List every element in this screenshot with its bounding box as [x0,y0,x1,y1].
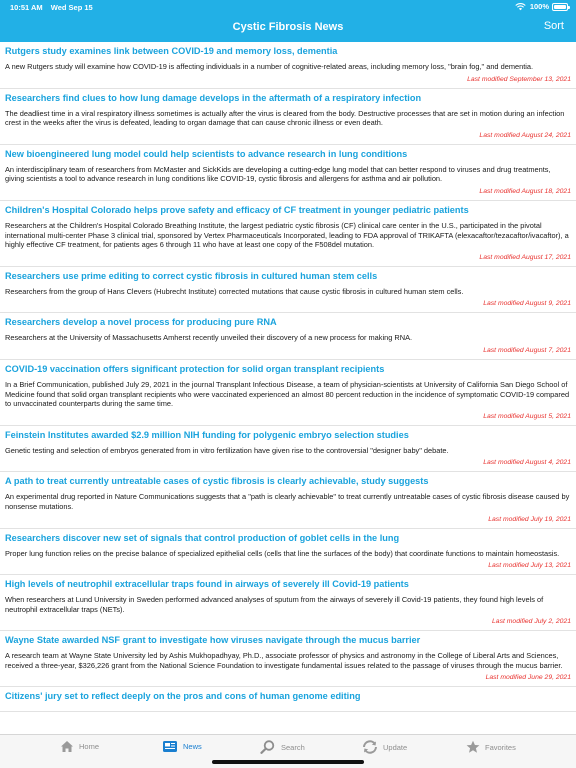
sort-button[interactable]: Sort [543,20,564,32]
article-date: Last modified July 2, 2021 [492,618,571,626]
page-title: Cystic Fibrosis News [232,21,344,33]
article-summary: Researchers at the Children's Hospital Colorado Breathing Institute, the largest pediatric cystic fibrosis (CF) clinical care center in the U.S., participated in the pivotal international multi-center Phase 3 clinical trial, sponsored by Vertex Pharmaceuticals Incorporated, leading to FDA approval of TRIKAFTA (elexacaftor/tezacaftor/ivacaftor), a highly effective CF treatment, for patients ages 6 through 11 who have at least one copy of the F508del mutation. [5,220,569,250]
article-date: Last modified August 9, 2021 [483,300,571,308]
article-item[interactable] [0,360,576,426]
article-summary: A research team at Wayne State University led by Ashis Mukhopadhyay, Ph.D., associate professor of physics and astronomy in the College of Liberal Arts and Sciences, received a three-year, $326,226 grant from the National Science Foundation to investigate fundamental issues related to the passage of viruses through the mucus barrier. [5,651,563,670]
article-item[interactable] [0,267,576,314]
article-item[interactable] [0,201,576,267]
tab-search-label: Search [281,742,305,752]
tab-home[interactable] [60,740,99,753]
article-item[interactable] [0,426,576,473]
article-title[interactable]: Researchers discover new set of signals that control production of goblet cells in the lung [5,532,400,543]
article-date: Last modified August 7, 2021 [483,346,571,354]
tab-update-label: Update [383,742,408,752]
status-time: 10:51 AM [10,3,43,12]
article-summary: A new Rutgers study will examine how COVID-19 is affecting individuals in a number of cognitive-related areas, including memory loss, "brain fog," and dementia. [5,62,534,71]
article-date: Last modified September 13, 2021 [467,75,571,83]
battery-percentage: 100% [529,2,549,11]
article-title[interactable]: Wayne State awarded NSF grant to investigate how viruses navigate through the mucus barrier [5,635,421,646]
article-item[interactable] [0,687,576,712]
article-summary: Proper lung function relies on the precise balance of specialized epithelial cells (cells that line the surfaces of the body) that coordinate functions to maintain homeostasis. [5,548,560,558]
article-item[interactable] [0,145,576,201]
article-item[interactable] [0,313,576,360]
article-title[interactable]: Researchers use prime editing to correct cystic fibrosis in cultured human stem cells [5,270,378,281]
article-list[interactable] [0,42,576,734]
article-date: Last modified August 4, 2021 [483,459,571,467]
search-icon [260,740,276,754]
article-item[interactable] [0,575,576,631]
tab-search[interactable] [260,740,305,754]
article-summary: An interdisciplinary team of researchers from McMaster and SickKids are developing a cutting-edge lung model that can better respond to viruses and drug treatments, giving scientists a tool to advance research in lung conditions like COVID-19, cystic fibrosis and allergens for asthma and air pollution. [5,164,551,184]
article-title[interactable]: New bioengineered lung model could help scientists to advance research in lung conditions [5,148,408,159]
status-right [515,2,568,11]
tab-home-label: Home [79,742,100,751]
article-summary: When researchers at Lund University in Sweden performed advanced analyses of sputum from the airways of severely ill Covid-19 patients, they found high levels of neutrophil extracellular traps (NETs). [5,595,544,614]
battery-icon [552,3,568,11]
navigation-bar [0,14,576,42]
article-item[interactable] [0,529,576,576]
article-title[interactable]: Children's Hospital Colorado helps prove safety and efficacy of CF treatment in younger pediatric patients [5,204,469,215]
article-title[interactable]: COVID-19 vaccination offers significant protection for solid organ transplant recipients [5,363,385,374]
star-icon [466,740,480,754]
status-bar [0,0,576,14]
home-icon [60,740,74,753]
article-title[interactable]: Researchers find clues to how lung damage develops in the aftermath of a respiratory infection [5,92,422,103]
article-date: Last modified August 5, 2021 [483,412,571,420]
article-summary: Researchers from the group of Hans Clevers (Hubrecht Institute) corrected mutations that cause cystic fibrosis in cultured human stem cells. [5,286,464,296]
home-indicator [212,760,364,764]
article-title[interactable]: Feinstein Institutes awarded $2.9 million NIH funding for polygenic embryo selection studies [5,429,409,440]
article-title[interactable]: A path to treat currently untreatable cases of cystic fibrosis is clearly achievable, study suggests [5,476,429,487]
tab-news[interactable] [162,740,202,753]
article-summary: The deadliest time in a viral respiratory illness sometimes is actually after the virus is cleared from the body. Destructive processes that are set in motion during an infection crest in the weeks after the virus is defeated, leading to organ damage that can cause chronic illness or even death. [5,108,565,128]
article-item[interactable] [0,472,576,528]
article-item[interactable] [0,89,576,145]
article-summary: Genetic testing and selection of embryos generated from in vitro fertilization have given rise to the controversial "designer baby" debate. [5,445,449,455]
article-summary: In a Brief Communication, published July 29, 2021 in the journal Transplant Infectious Disease, a team of physician-scientists at University of California San Diego School of Medicine found that solid organ transplant recipients who were vaccinated experienced an almost 80 percent reduction in the incidence of symptomatic COVID-19 compared to unvaccinated counterparts during the same time. [5,379,570,409]
article-summary: An experimental drug reported in Nature Communications suggests that a "path is clearly achievable" to treat currently untreatable cases of cystic fibrosis disease caused by nonsense mutations. [5,492,570,511]
article-date: Last modified July 19, 2021 [488,515,571,523]
tab-news-label: News [183,742,202,751]
tab-favorites[interactable] [466,740,516,754]
article-title[interactable]: Rutgers study examines link between COVID-19 and memory loss, dementia [5,46,338,56]
newspaper-icon [162,740,178,753]
article-date: Last modified July 13, 2021 [488,562,571,570]
refresh-icon [362,740,378,754]
article-date: Last modified August 24, 2021 [479,131,571,139]
article-item[interactable] [0,42,576,89]
article-summary: Researchers at the University of Massachusetts Amherst recently unveiled their discovery of a new process for making RNA. [5,333,413,343]
wifi-icon [515,2,526,11]
status-date: Wed Sep 15 [50,3,93,12]
status-left [10,3,99,12]
article-title[interactable]: Researchers develop a novel process for producing pure RNA [5,317,277,328]
article-date: Last modified August 18, 2021 [479,187,571,195]
article-date: Last modified June 29, 2021 [485,674,571,682]
article-title[interactable]: High levels of neutrophil extracellular traps found in airways of severely ill Covid-19 patients [5,579,409,590]
tab-favorites-label: Favorites [485,742,516,752]
article-title[interactable]: Citizens' jury set to reflect deeply on the pros and cons of human genome editing [5,691,361,702]
article-item[interactable] [0,631,576,687]
tab-update[interactable] [362,740,407,754]
article-date: Last modified August 17, 2021 [479,253,571,261]
